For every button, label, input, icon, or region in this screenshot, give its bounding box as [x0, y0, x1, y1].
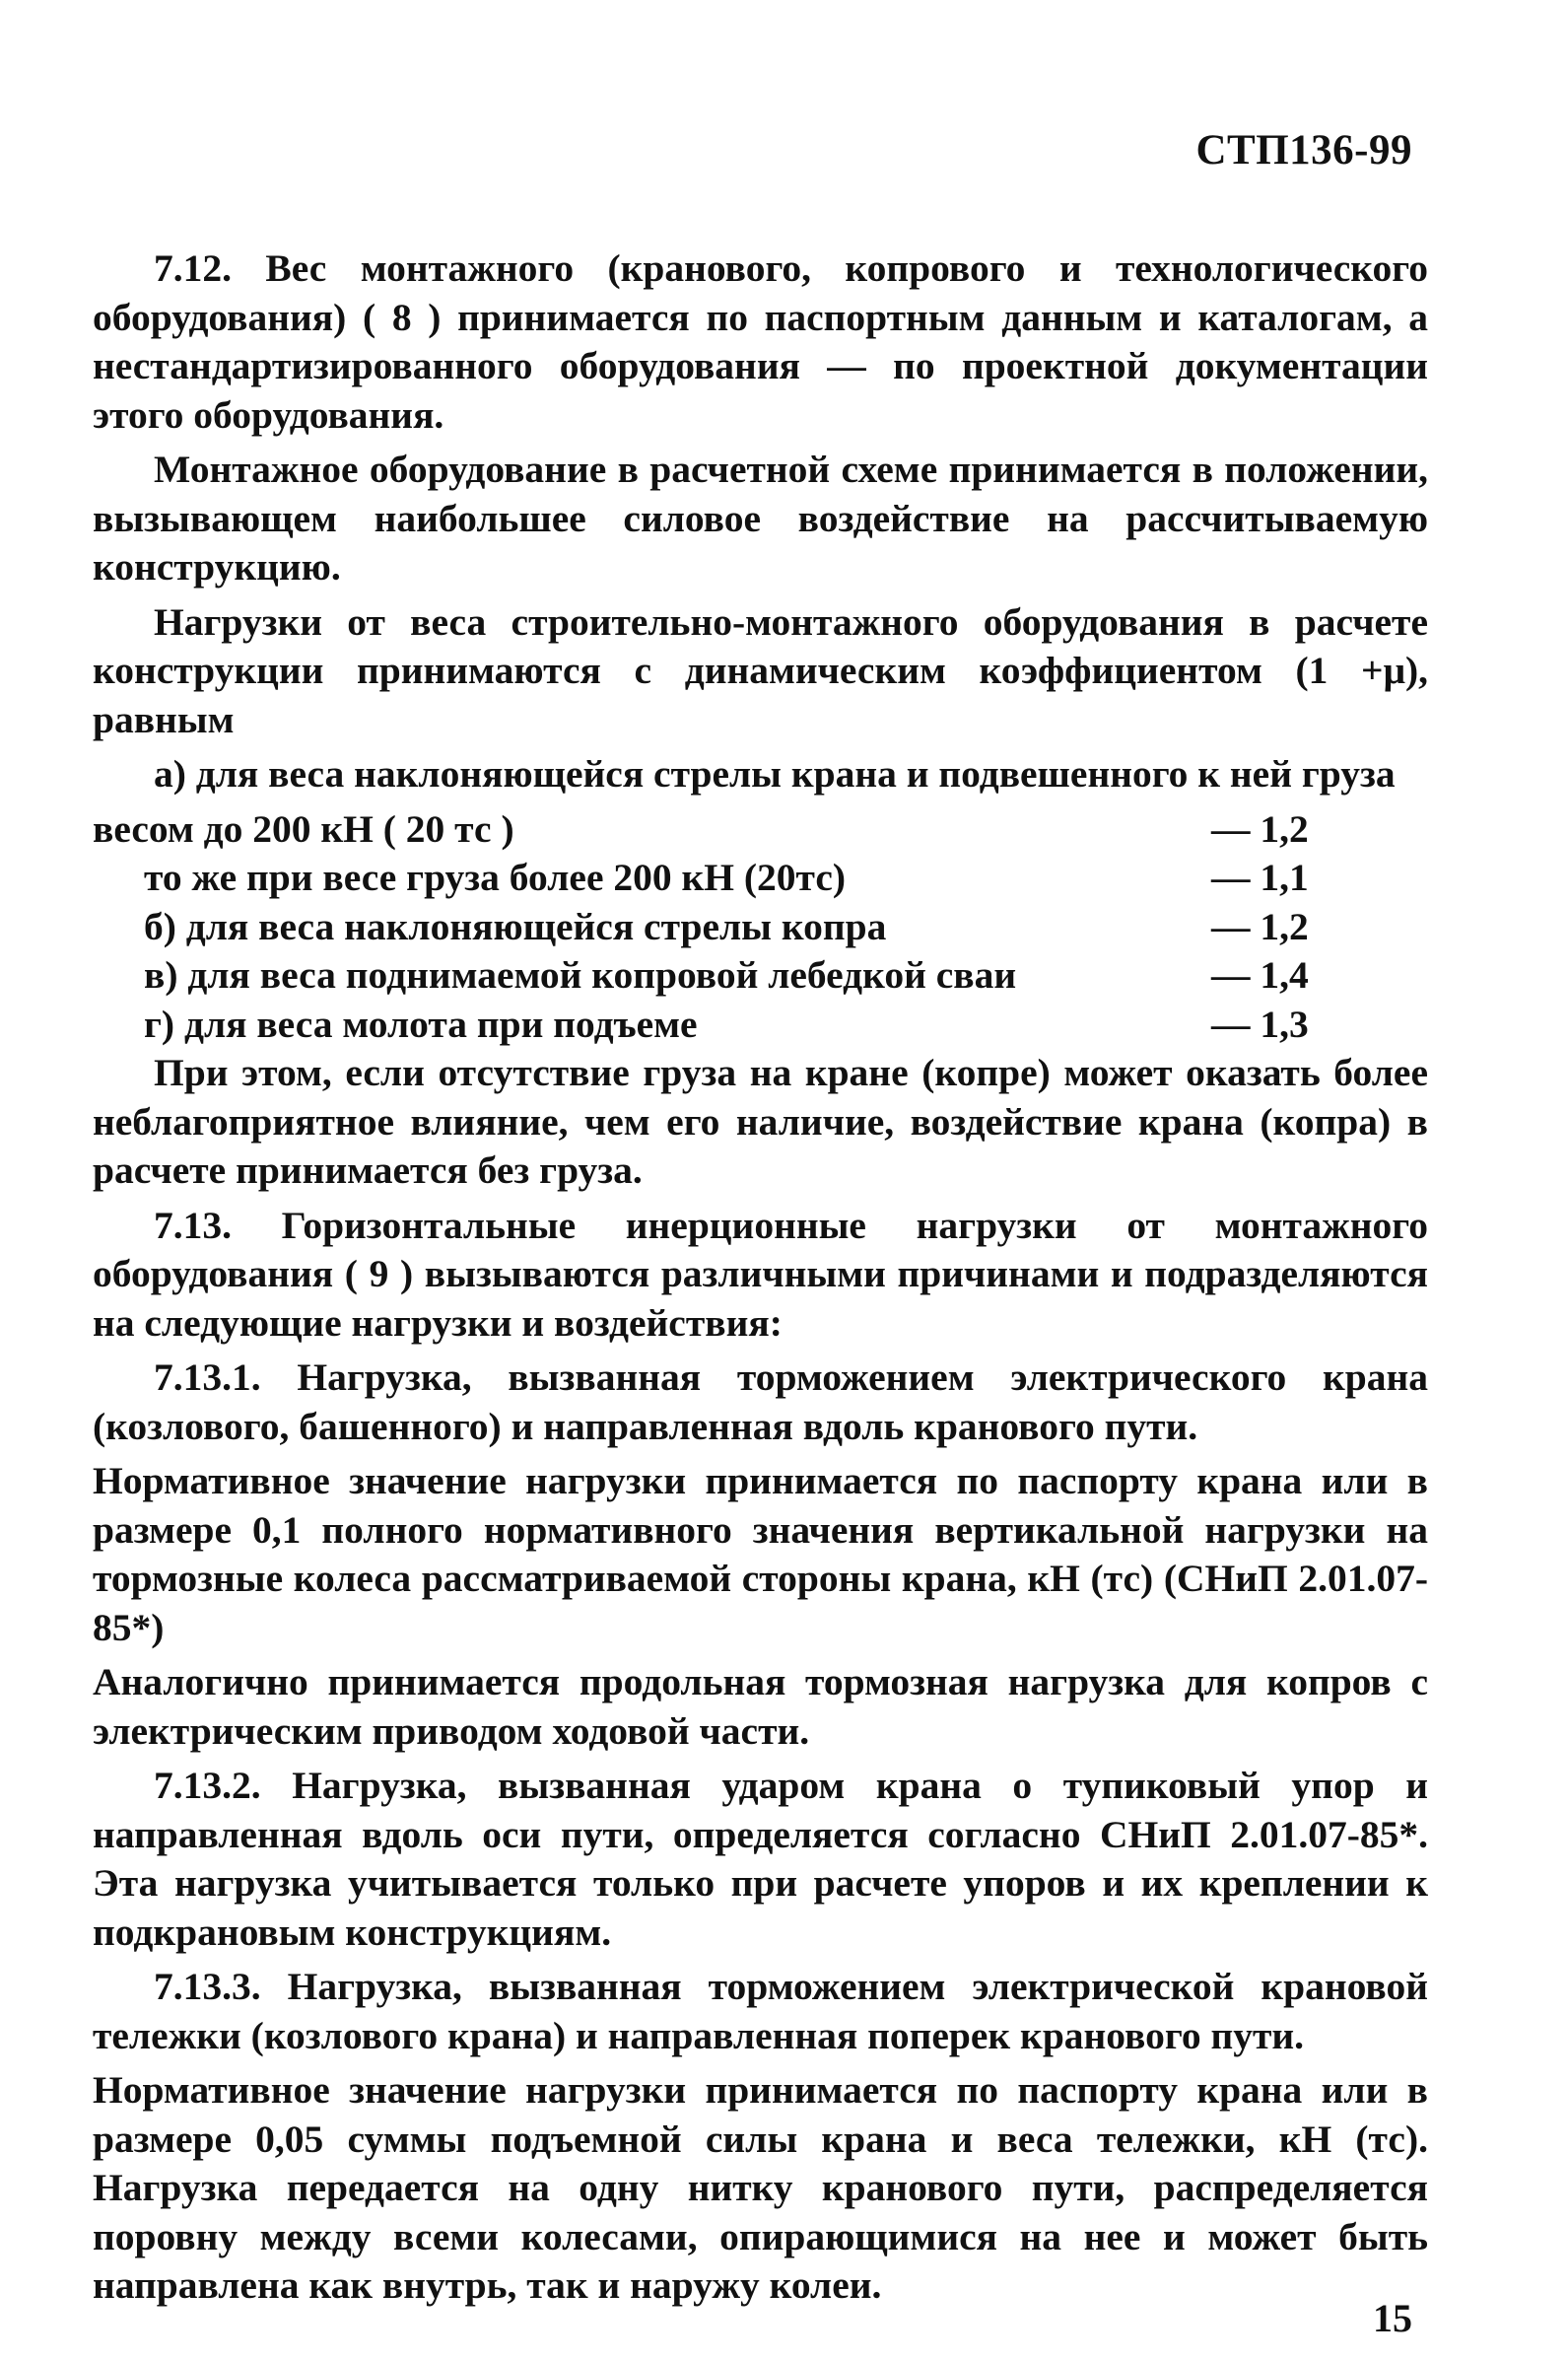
page-number: 15 [1373, 2296, 1412, 2340]
coefficient-row [93, 951, 1428, 1001]
coefficient-row [93, 805, 1428, 855]
coefficient-row [93, 1001, 1428, 1050]
coefficient-row [93, 854, 1428, 903]
paragraph-dynamic-coefficient: Нагрузки от веса строительно-монтажного оборудования в расчете конструкции принимаются с динамическим коэффициентом (1 +μ), равным [93, 599, 1428, 741]
paragraph-pile-driver-braking: Аналогично принимается продольная тормозная нагрузка для копров с электрическим приводом ходовой части. [93, 1660, 1428, 1753]
coefficient-value: — 1,3 [1211, 1002, 1309, 1046]
paragraph-7-13-1: 7.13.1. Нагрузка, вызванная торможением электрического крана (козлового, башенного) и направленная вдоль кранового пути. [93, 1355, 1428, 1448]
paragraph-normative-longitudinal: Нормативное значение нагрузки принимается по паспорту крана или в размере 0,1 полного нормативного значения вертикальной нагрузки на тормозные колеса рассматриваемой стороны крана, кН (тс) (СНиП 2.01.07-85*) [93, 1459, 1428, 1649]
document-code-header: СТП136-99 [1195, 127, 1412, 174]
paragraph-7-13: 7.13. Горизонтальные инерционные нагрузки от монтажного оборудования ( 9 ) вызываются различными причинами и подразделяются на следующие нагрузки и воздействия: [93, 1203, 1428, 1345]
coefficient-label: в) для веса поднимаемой копровой лебедкой сваи [144, 953, 1017, 997]
coefficient-value: — 1,4 [1211, 953, 1309, 997]
paragraph-7-13-2: 7.13.2. Нагрузка, вызванная ударом крана о тупиковый упор и направленная вдоль оси пути, определяется согласно СНиП 2.01.07-85*. Эта нагрузка учитывается только при расчете упоров и их креплении к подкрановым конструкциям. [93, 1764, 1428, 1954]
document-body [93, 244, 1428, 2317]
coefficient-value: — 1,2 [1211, 904, 1309, 948]
coefficient-label: весом до 200 кН ( 20 тс ) [93, 806, 514, 851]
paragraph-7-13-3: 7.13.3. Нагрузка, вызванная торможением электрической крановой тележки (козлового крана) и направленная поперек кранового пути. [93, 1965, 1428, 2057]
coefficient-list [93, 805, 1428, 1050]
coefficient-row [93, 903, 1428, 952]
coefficient-value: — 1,1 [1211, 856, 1309, 899]
coefficient-intro-a: а) для веса наклоняющейся стрелы крана и подвешенного к ней груза [154, 752, 1396, 796]
paragraph-7-12: 7.12. Вес монтажного (кранового, копрового и технологического оборудования) ( 8 ) принимается по паспортным данным и каталогам, а нестандартизированного оборудования — по проектной документации этого оборудования. [93, 246, 1428, 437]
coefficient-label: то же при весе груза более 200 кН (20тс) [144, 856, 847, 899]
coefficient-label: б) для веса наклоняющейся стрелы копра [144, 904, 887, 948]
coefficient-label: г) для веса молота при подъеме [144, 1002, 698, 1046]
coefficient-value: — 1,2 [1211, 806, 1309, 851]
paragraph-mounting-position: Монтажное оборудование в расчетной схеме принимается в положении, вызывающем наибольшее силовое воздействие на рассчитываемую конструкцию. [93, 448, 1428, 589]
paragraph-no-load-case: При этом, если отсутствие груза на кране (копре) может оказать более неблагоприятное влияние, чем его наличие, воздействие крана (копра) в расчете принимается без груза. [93, 1051, 1428, 1192]
paragraph-normative-transverse: Нормативное значение нагрузки принимается по паспорту крана или в размере 0,05 суммы подъемной силы крана и веса тележки, кН (тс). Нагрузка передается на одну нитку кранового пути, распределяется поровну между всеми колесами, опирающимися на нее и может быть направлена как внутрь, так и наружу колеи. [93, 2068, 1428, 2307]
